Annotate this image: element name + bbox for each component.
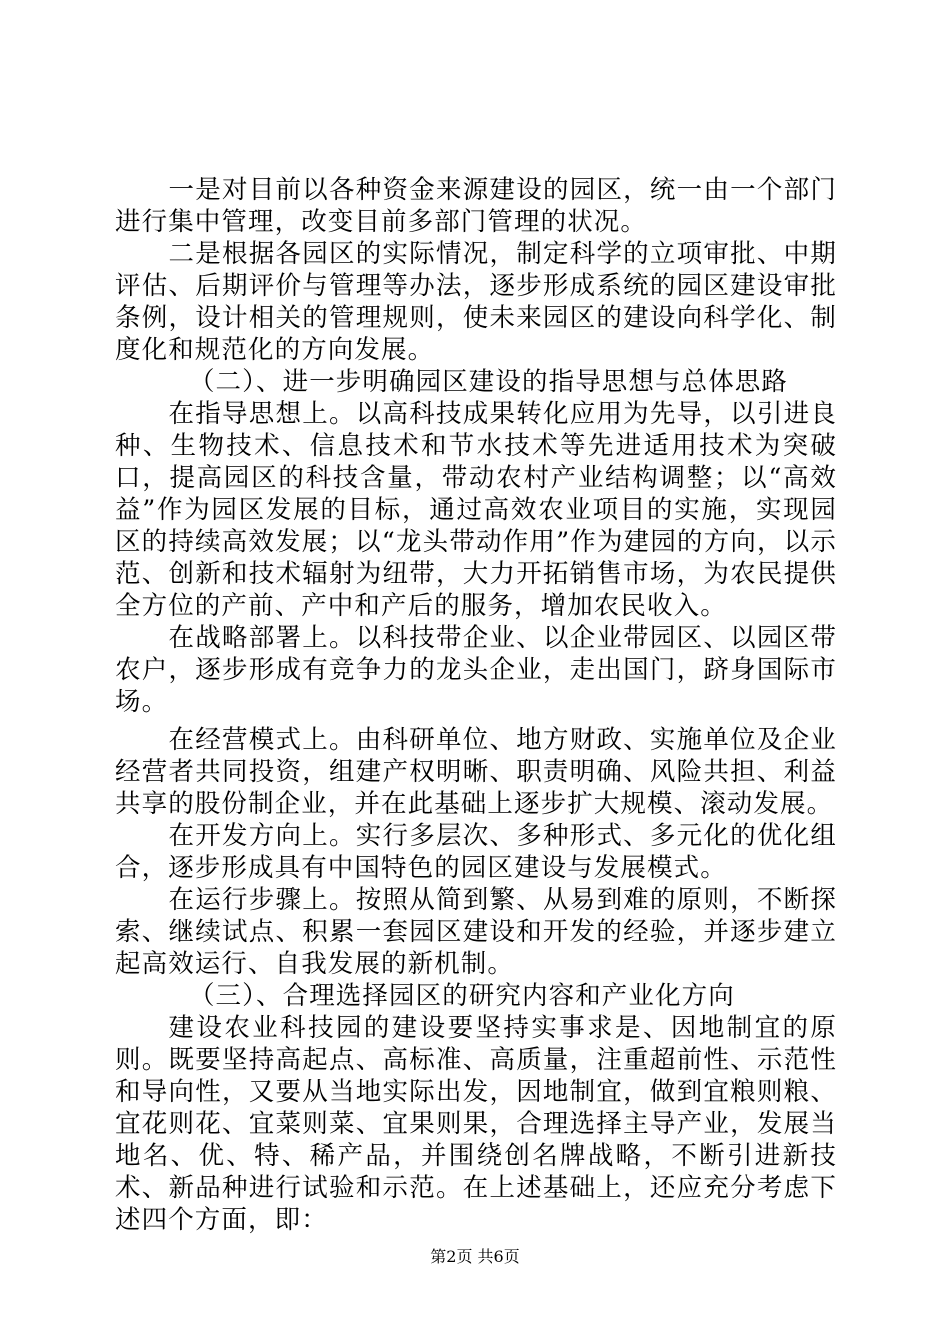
- paragraph-development-direction: 在开发方向上。实行多层次、多种形式、多元化的优化组合，逐步形成具有中国特色的园区建设与发展模式。: [115, 821, 837, 883]
- paragraph-construction: 建设农业科技园的建设要坚持实事求是、因地制宜的原则。既要坚持高起点、高标准、高质量，注重超前性、示范性和导向性，又要从当地实际出发，因地制宜，做到宜粮则粮、宜花则花、宜菜则菜、宜果则果，合理选择主导产业，发展当地名、优、特、稀产品，并围绕创名牌战略，不断引进新技术、新品种进行试验和示范。在上述基础上，还应充分考虑下述四个方面，即：: [115, 1013, 837, 1235]
- section-heading-two: （二）、进一步明确园区建设的指导思想与总体思路: [188, 367, 788, 397]
- paragraph-item-two: 二是根据各园区的实际情况，制定科学的立项审批、中期评估、后期评价与管理等办法，逐步形成系统的园区建设审批条例，设计相关的管理规则，使未来园区的建设向科学化、制度化和规范化的方向发展。: [115, 239, 837, 365]
- document-body: [115, 174, 837, 1236]
- paragraph-guiding-thought: 在指导思想上。以高科技成果转化应用为先导，以引进良种、生物技术、信息技术和节水技术等先进适用技术为突破口，提高园区的科技含量，带动农村产业结构调整；以“高效益”作为园区发展的目标，通过高效农业项目的实施，实现园区的持续高效发展；以“龙头带动作用”作为建园的方向，以示范、创新和技术辐射为纽带，大力开拓销售市场，为农民提供全方位的产前、产中和产后的服务，增加农民收入。: [115, 399, 837, 621]
- paragraph-item-one: 一是对目前以各种资金来源建设的园区，统一由一个部门进行集中管理，改变目前多部门管理的状况。: [115, 175, 837, 237]
- paragraph-operation-steps: 在运行步骤上。按照从简到繁、从易到难的原则，不断探索、继续试点、积累一套园区建设和开发的经验，并逐步建立起高效运行、自我发展的新机制。: [115, 885, 837, 979]
- page-number-footer: 第2页 共6页: [430, 1247, 520, 1266]
- paragraph-business-model: 在经营模式上。由科研单位、地方财政、实施单位及企业经营者共同投资，组建产权明晰、职责明确、风险共担、利益共享的股份制企业，并在此基础上逐步扩大规模、滚动发展。: [115, 725, 837, 819]
- section-heading-three: （三）、合理选择园区的研究内容和产业化方向: [188, 981, 735, 1011]
- paragraph-strategy: 在战略部署上。以科技带企业、以企业带园区、以园区带农户，逐步形成有竞争力的龙头企业，走出国门，跻身国际市场。: [115, 623, 837, 717]
